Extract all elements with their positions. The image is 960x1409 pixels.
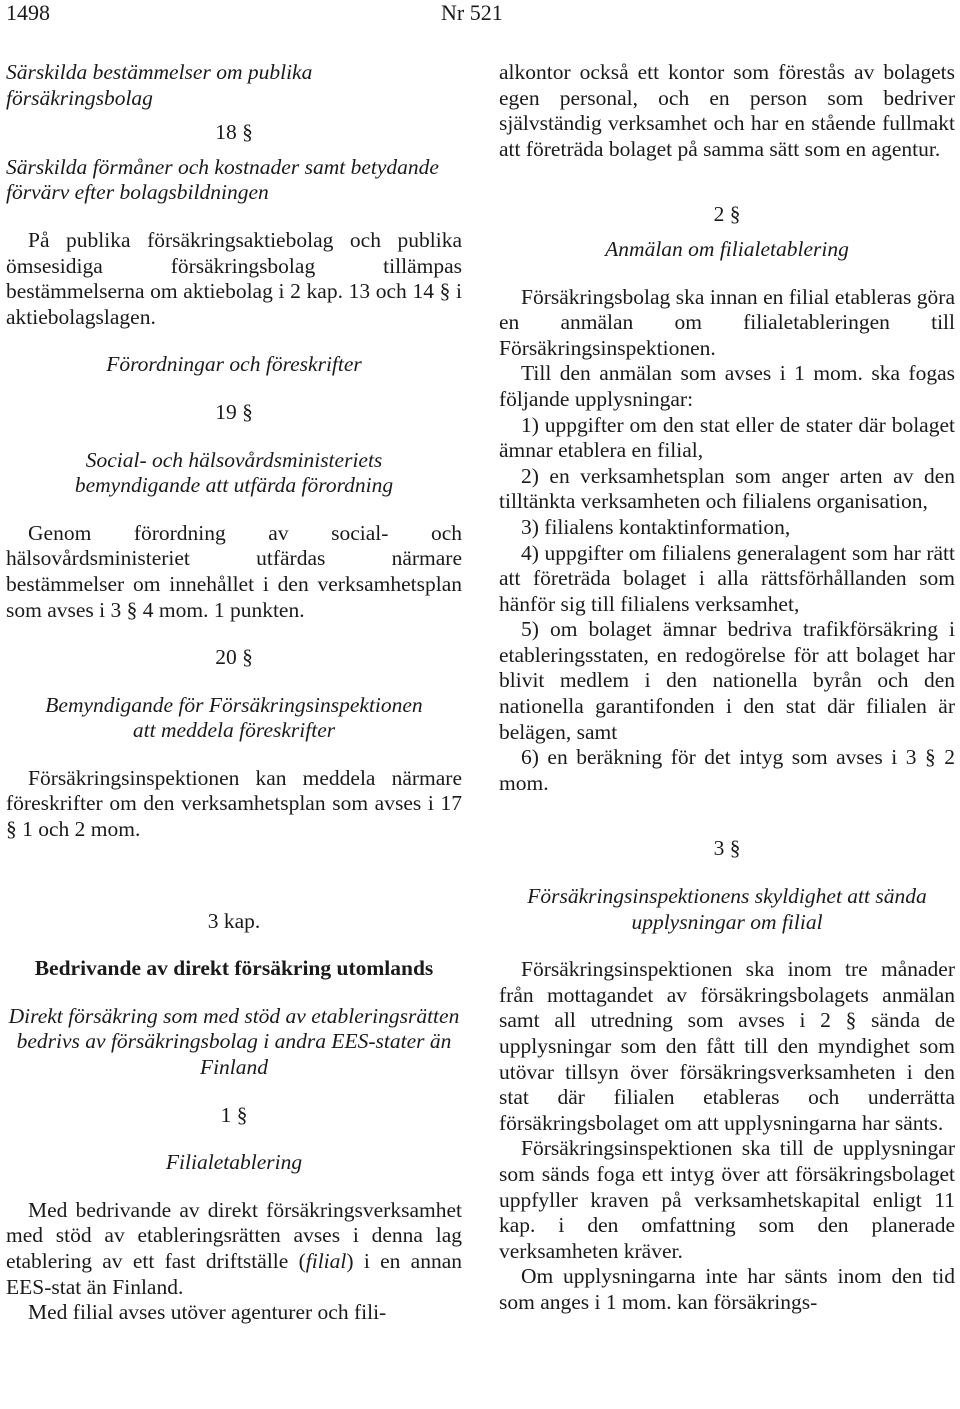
list-item: 6) en beräkning för det intyg som avses i 3 § 2 mom.	[499, 745, 955, 795]
chapter-3-number: 3 kap.	[207, 908, 261, 933]
statute-number: Nr 521	[441, 0, 503, 25]
section-19-text: Genom förordning av social- och hälsovårdsministeriet utfärdas närmare bestämmelser om innehållet i den verksamhetsplan som avses i 3 § 4 mom. 1 punkten.	[6, 520, 462, 622]
section-19-number: 19 §	[215, 399, 253, 424]
section-2-title: Anmälan om filialetablering	[605, 236, 849, 261]
section-18-number: 18 §	[215, 120, 253, 145]
section-18-text: På publika försäkringsaktiebolag och publika ömsesidiga försäkringsbolag tillämpas bestämmelserna om aktiebolag i 2 kap. 13 och 14 § i aktiebolagslagen.	[6, 227, 462, 329]
list-item: 3) filialens kontaktinformation,	[521, 514, 791, 539]
section-1-paragraph-2: Med filial avses utöver agenturer och fili-	[28, 1300, 387, 1325]
section-3-number: 3 §	[713, 836, 741, 861]
list-item: 1) uppgifter om den stat eller de stater där bolaget ämnar etablera en filial,	[499, 412, 955, 463]
page-number: 1498	[6, 0, 50, 25]
section-1-number: 1 §	[220, 1102, 248, 1127]
section-19-title: Social- och hälsovårdsministeriets bemyndigande att utfärda förordning	[74, 447, 394, 498]
section-18-title: Särskilda förmåner och kostnader samt betydande förvärv efter bolagsbildningen	[6, 154, 439, 205]
section-20-number: 20 §	[215, 645, 253, 670]
section-1-paragraph-1-end: ) i en annan EES-stat än Finland.	[6, 1249, 462, 1299]
section-1-paragraph-1	[6, 1198, 462, 1300]
section-3-paragraph-3: Om upplysningarna inte har sänts inom den tid som anges i 1 mom. kan försäkrings-	[499, 1264, 955, 1314]
section-3-title: Försäkringsinspektionens skyldighet att sända upplysningar om filial	[527, 884, 927, 934]
page-header	[0, 0, 960, 28]
list-item: 2) en verksamhetsplan som anger arten av den tilltänkta verksamheten och filialens organisation,	[499, 463, 955, 514]
section-3-paragraph-2: Försäkringsinspektionen ska till de upplysningar som sänds foga ett intyg över att försäkringsbolaget uppfyller kraven på verksamhetskapital enligt 11 kap. i den omfattning som den planerade verksamheten kräver.	[499, 1136, 955, 1263]
section-20-title: Bemyndigande för Försäkringsinspektionen att meddela föreskrifter	[45, 692, 423, 743]
heading-regulations: Förordningar och föreskrifter	[106, 352, 362, 377]
section-1-paragraph-1-start: Med bedrivande av direkt försäkringsverksamhet med stöd av etableringsrätten avses i denna lag etablering av ett fast driftställe (	[6, 1197, 462, 1273]
section-2-paragraph-2: Till den anmälan som avses i 1 mom. ska fogas följande upplysningar:	[499, 361, 955, 411]
left-column	[6, 60, 462, 1326]
section-2-number: 2 §	[713, 202, 741, 227]
continued-text: alkontor också ett kontor som förestås av bolagets egen personal, och en person som bedriver självständig verksamhet och har en stående fullmakt att företräda bolaget på samma sätt som en agentur.	[499, 60, 955, 161]
section-1-title: Filialetablering	[165, 1150, 303, 1175]
filial-term: filial	[305, 1249, 347, 1273]
list-item: 5) om bolaget ämnar bedriva trafikförsäkring i etableringsstaten, en redogörelse för att bolaget har blivit medlem i den nationella byrån och den nationella garantifonden i den stat där filialen är belägen, samt	[499, 617, 955, 744]
section-20-text: Försäkringsinspektionen kan meddela närmare föreskrifter om den verksamhetsplan som avses i 17 § 1 och 2 mom.	[6, 765, 462, 842]
heading-special-provisions: Särskilda bestämmelser om publika försäkringsbolag	[6, 60, 313, 110]
heading-direct-insurance: Direkt försäkring som med stöd av etableringsrätten bedrivs av försäkringsbolag i andra EES-stater än Finland	[8, 1003, 460, 1080]
list-item: 4) uppgifter om filialens generalagent som har rätt att företräda bolaget i alla rättsförhållanden som hänför sig till filialens verksamhet,	[499, 540, 955, 616]
right-column	[499, 60, 955, 1316]
chapter-3-title: Bedrivande av direkt försäkring utomlands	[34, 956, 434, 981]
section-2-paragraph-1: Försäkringsbolag ska innan en filial etableras göra en anmälan om filialetableringen till Försäkringsinspektionen.	[499, 284, 955, 360]
section-3-paragraph-1: Försäkringsinspektionen ska inom tre månader från mottagandet av försäkringsbolagets anmälan samt all utredning som avses i 2 § sända de upplysningar som den fått till den myndighet som utövar tillsyn över försäkringsverksamheten i den stat där filialen etableras och underrätta försäkringsbolaget om att upplysningarna har sänts.	[499, 957, 955, 1135]
